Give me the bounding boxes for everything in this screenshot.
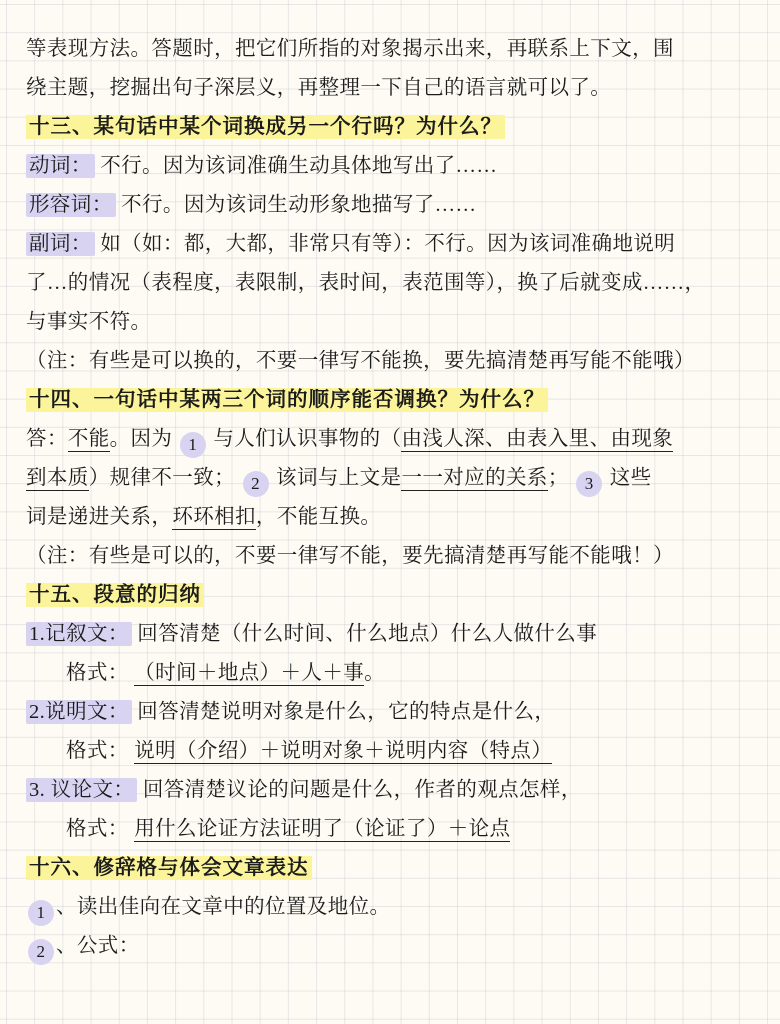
underlined-text: 用什么论证方法证明了（论证了）＋论点: [134, 818, 511, 840]
document-line-verb-line: [26, 147, 754, 186]
text-run: ）规律不一致；: [88, 467, 241, 489]
text-run: 回答清楚议论的问题是什么，作者的观点怎样，: [137, 779, 582, 801]
document-line-adv-line-2: [26, 264, 754, 303]
section-heading: 十三、某句话中某个词换成另一个行吗？为什么？: [26, 115, 505, 139]
document-line-item-15-3: [26, 771, 754, 810]
document-line-adv-line-1: [26, 225, 754, 264]
document-line-heading-13: [26, 108, 754, 147]
text-run: 了…的情况（表程度，表限制，表时间，表范围等），换了后就变成……，: [26, 272, 706, 294]
text-run: 与事实不符。: [26, 311, 152, 333]
text-run: 如（如：都，大都，非常只有等）：不行。因为该词准确地说明: [94, 233, 676, 255]
underlined-text: 说明（介绍）＋说明对象＋说明内容（特点）: [134, 740, 553, 762]
underlined-text: 一一对应的关系: [401, 467, 548, 489]
text-run: 等表现方法。答题时，把它们所指的对象揭示出来，再联系上下文，围: [26, 38, 674, 60]
document-line-item-15-2-format: [26, 732, 754, 771]
document-line-intro-1: [26, 30, 754, 69]
numbered-marker: 2: [28, 939, 54, 965]
document-line-adv-line-3: [26, 303, 754, 342]
text-run: 。: [364, 662, 386, 684]
numbered-marker: 2: [243, 471, 269, 497]
underlined-text: 不能: [67, 428, 110, 450]
text-run: 答：: [26, 428, 68, 450]
text-run: 格式：: [66, 740, 135, 762]
text-run: 绕主题，挖掘出句子深层义，再整理一下自己的语言就可以了。: [26, 77, 612, 99]
term-tag: 1.记叙文：: [26, 622, 132, 646]
text-run: 不行。因为该词准确生动具体地写出了……: [94, 155, 498, 177]
numbered-marker: 1: [180, 432, 206, 458]
document-line-intro-2: [26, 69, 754, 108]
text-run: 这些: [604, 467, 652, 489]
document-line-heading-14: [26, 381, 754, 420]
text-run: 与人们认识事物的（: [207, 428, 402, 450]
underlined-text: 到本质: [26, 467, 89, 489]
underlined-text: 环环相扣: [172, 506, 256, 528]
document-line-item-16-1: [26, 888, 754, 927]
underlined-text: 由浅人深、由表入里、由现象: [401, 428, 674, 450]
term-tag: 形容词：: [26, 193, 116, 217]
text-run: 格式：: [66, 662, 135, 684]
document-line-note-14: [26, 537, 754, 576]
text-run: 格式：: [66, 818, 135, 840]
document-line-answer-14-2: [26, 459, 754, 498]
underlined-text: （时间＋地点）＋人＋事: [134, 662, 365, 684]
text-run: （注：有些是可以换的，不要一律写不能换，要先搞清楚再写能不能哦）: [26, 350, 695, 372]
document-line-item-16-2: [26, 927, 754, 966]
document-line-item-15-2: [26, 693, 754, 732]
text-run: 不行。因为该词生动形象地描写了……: [115, 194, 477, 216]
document-line-heading-15: [26, 576, 754, 615]
term-tag: 2.说明文：: [26, 700, 132, 724]
document-line-answer-14-3: [26, 498, 754, 537]
text-run: ；: [547, 467, 575, 489]
text-run: 回答清楚说明对象是什么，它的特点是什么，: [131, 701, 556, 723]
document-line-item-15-1-format: [26, 654, 754, 693]
term-tag: 动词：: [26, 154, 95, 178]
document-line-item-15-3-format: [26, 810, 754, 849]
text-run: 该词与上文是: [270, 467, 402, 489]
section-heading: 十六、修辞格与体会文章表达: [26, 856, 312, 880]
section-heading: 十五、段意的归纳: [26, 583, 204, 607]
text-run: （注：有些是可以的，不要一律写不能，要先搞清楚再写能不能哦！）: [26, 545, 674, 567]
document-line-heading-16: [26, 849, 754, 888]
term-tag: 副词：: [26, 232, 95, 256]
numbered-marker: 1: [28, 900, 54, 926]
document-line-note-13: [26, 342, 754, 381]
term-tag: 3. 议论文：: [26, 778, 137, 802]
text-run: ，不能互换。: [255, 506, 382, 528]
text-run: 回答清楚（什么时间、什么地点）什么人做什么事: [131, 623, 598, 645]
text-run: 、读出佳向在文章中的位置及地位。: [56, 896, 391, 918]
text-run: 。因为: [109, 428, 178, 450]
text-run: 、公式：: [56, 935, 140, 957]
numbered-marker: 3: [576, 471, 602, 497]
document-line-adj-line: [26, 186, 754, 225]
text-run: 词是递进关系，: [26, 506, 173, 528]
document-line-item-15-1: [26, 615, 754, 654]
section-heading: 十四、一句话中某两三个词的顺序能否调换？为什么？: [26, 388, 548, 412]
document-line-answer-14-1: [26, 420, 754, 459]
